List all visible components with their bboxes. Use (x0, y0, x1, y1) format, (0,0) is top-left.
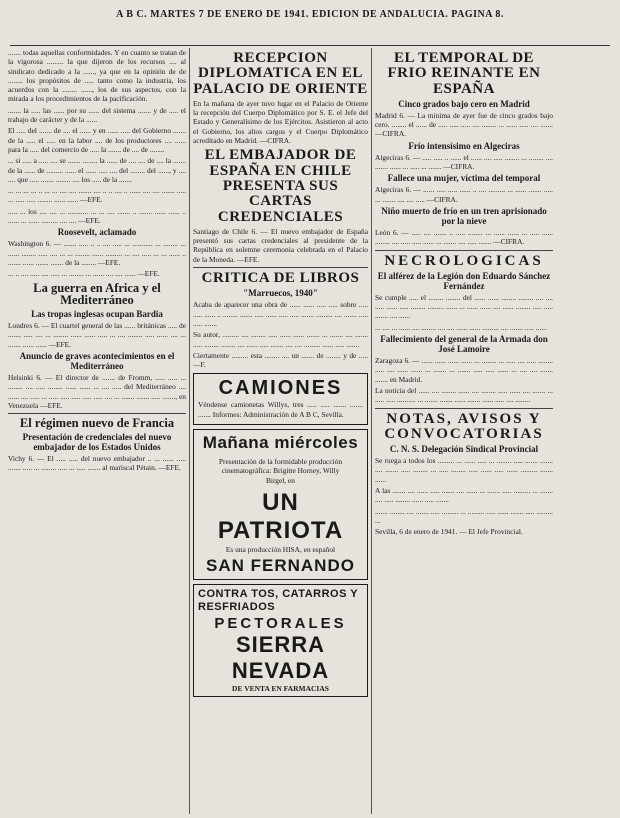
article-text: Algeciras 6. — ..... ..... .. ...... el ...... .... ..... ........ ... ........ .... ....... ...... ... ..... ... ....... —CIFRA. (375, 152, 553, 172)
nino-subheadline: Niño muerto de frío en un tren aprisionado por la nieve (381, 205, 547, 226)
embajador-headline: EL EMBAJADOR DE ESPAÑA EN CHILE PRESENTA SUS CARTAS CREDENCIALES (204, 147, 357, 225)
temporal-headline: EL TEMPORAL DE FRIO REINANTE EN ESPAÑA (387, 50, 541, 97)
article-text: ... si ..... a ..... .... se ....... ........ la ...... de .... .... de .... la ....... de la ...... de ......... ...... el ...... ..... .... del ........ del ......, y .... .... que ..... ....... ........ .... los ..... de la ....... (8, 156, 186, 184)
pectorales-ad-footer: DE VENTA EN FARMACIAS (232, 683, 329, 693)
article-text: La noticia del ...... .... ........ ...... .... ........ ..... ...... .... ....... ... ..... ..... .......... ... ....... ....... ...... ....... ...... ..... .... ........ (375, 385, 553, 405)
divider (8, 413, 186, 414)
cinema-ad (193, 429, 368, 580)
cinema-ad-production: Es una producción HISA, en español (225, 544, 336, 554)
regimen-headline: El régimen nuevo de Francia (19, 416, 175, 431)
fallece-subheadline: Fallece una mujer, víctima del temporal (387, 173, 541, 184)
cinema-ad-film-title: UN PATRIOTA (217, 488, 344, 544)
cinema-ad-day: Mañana miércoles (202, 433, 359, 453)
column-2 (193, 48, 368, 814)
camiones-ad (193, 373, 368, 425)
roosevelt-headline: Roosevelt, aclamado (57, 227, 137, 238)
article-text: ....... la ..... las ...... por su ...... del sistema ....... y de ..... el trabajo de carácter y de la ...... (8, 105, 186, 125)
top-rule (10, 45, 610, 46)
pectorales-ad-brand: PECTORALES (214, 614, 347, 632)
masthead: A B C. MARTES 7 DE ENERO DE 1941. EDICION DE ANDALUCIA. PAGINA 8. (116, 9, 504, 20)
article-text: Su autor, ......... .... ........ ..... ...... ...... ....... ... ....... .... ....... ..... ........ ........ .... ...... ..... ....... .... .... ......... ...... ..... ....... (193, 330, 368, 349)
regimen-subheadline: Presentación de credenciales del nuevo embajador de los Estados Unidos (22, 431, 172, 452)
general-subheadline: Fallecimiento del general de la Armada don José Lamoire (380, 334, 548, 355)
critica-headline: CRITICA DE LIBROS (201, 270, 360, 287)
article-text: ..... ... los .... .... ... ........... ... ... .... ....... .. ....... ...... ...... .. ...... ... ...... ......... .... .... —EFE. (8, 206, 186, 226)
article-text: ... .... ... ...... .... ........ .... .... ...... ...... ......... .... ....... ..... ...... (375, 322, 547, 332)
guerra-headline: La guerra en Africa y el Mediterráneo (33, 280, 161, 308)
cns-subheadline: C. N. S. Delegación Sindical Provincial (389, 444, 539, 455)
temporal-subheadline: Cinco grados bajo cero en Madrid (398, 98, 530, 109)
frio-subheadline: Frío intensísimo en Algeciras (408, 140, 520, 151)
pectorales-ad (193, 584, 368, 696)
article-text: Acaba de aparecer una obra de ...... ...... ..... ..... sobre ..... ..... ...... .. ........ ....... ..... ...... ..... ..... ....... ......... .... ....... ..... ..... ....... (193, 300, 368, 328)
camiones-ad-text: Véndense camionetas Willys, tres ..... ..... ....... ....... ....... Informes: Administración de A B C, Sevilla. (198, 400, 363, 419)
article-text: A las ....... .... ...... ..... ....... .... ...... ... ....... ..... ......... ... ....... .... ..... ........ ...... ..... ....... (375, 486, 553, 505)
critica-subheadline: "Marruecos, 1940" (243, 288, 318, 299)
article-text: Washington 6. — ....... ..... .. .. .... ..... ... ........... ... ........ ... ...... ........ ..... .... ... ... ........ ...... ......... ... .... ..... ... ... ...... .. ....... ...... ....... ....... de la ........ —EFE. (8, 239, 186, 267)
cinema-ad-text: Presentación de la formidable producción cinematográfica: Brigitte Horney, Willy Birgel, en (218, 457, 343, 485)
bardia-subheadline: Las tropas inglesas ocupan Bardia (31, 309, 163, 320)
article-text: Londres 6. — El cuartel general de las ...... británicas ..... de ....... ..... .... ... ........ ...... ...... ..... ... .... ........ ..... ...... .... ... ....... ...... ...... —EFE. (8, 321, 186, 349)
article-text: Se ruega a todos los ......... ... ...... ..... ... ........ ..... ....... ....... .... ....... ..... ........ ... ..... ........ ..... ...... ..... ...... ......... ....... ...... (375, 456, 553, 484)
article-text: ....... todas aquellas conformidades. Y en cuanto se tratan de la vigorosa ......... la que dijeron de los recursos .... al sindicato dedicado a la ......, ya que en la opinión de de ........ los propósitos de ..... tanto como la industria, los acuerdos con la ........ ......, los de sus aspectos, con la mirada a los procedimientos de la pacificación. (8, 48, 186, 104)
notas-headline: NOTAS, AVISOS Y CONVOCATORIAS (384, 410, 544, 442)
article-text: ....... ........ .... ....... ..... ......... ... ......... ..... ...... ....... ..... ......... ... (375, 506, 553, 525)
article-text: Se cumple ..... el ........ ........ del ...... ...... ........ ........ .... .... ..... ...... ..... ........ ......... ...... ... ...... ...... .... ...... ........ ..... ..... ....... .... ...... (375, 292, 553, 321)
article-text: Madrid 6. — La mínima de ayer fue de cinco grados bajo cero. ........ el ...... de ..... ..... ..... .... ........ ... ...... ..... .... ....... —CIFRA. (375, 110, 553, 139)
article-text: Vichy 6. — El ..... ..... del nuevo embajador .. ... ...... ..... ....... ..... ... ........ ..... ... ..... ....... al mariscal Pétain. —EFE. (8, 453, 186, 473)
divider (375, 250, 553, 251)
article-text: ... ... ... ... .. ... ... .... .... ....... .... .. .. .... .. ...... .... .... ....... ..... ... ..... ..... ........ ...... ...... —EFE. (8, 186, 186, 205)
recepcion-headline: RECEPCION DIPLOMATICA EN EL PALACIO DE ORIENTE (193, 50, 368, 97)
alferez-subheadline: El alférez de la Legión don Eduardo Sánchez Fernández (377, 270, 551, 291)
column-3 (375, 48, 553, 814)
article-signature: Sevilla, 6 de enero de 1941. — El Jefe Provincial. (375, 527, 523, 537)
cinema-ad-theater: SAN FERNANDO (206, 556, 355, 576)
column-rule-2 (371, 48, 372, 814)
article-text: Ciertamente ......... esta ........ .... un ....... de ........ y de ..... —F. (193, 350, 368, 370)
column-rule-1 (189, 48, 190, 814)
column-1 (8, 48, 186, 814)
necrologicas-headline: NECROLOGICAS (384, 252, 544, 269)
divider (193, 267, 368, 268)
pectorales-ad-name: SIERRA NEVADA (231, 631, 330, 683)
divider (375, 408, 553, 409)
anuncio-subheadline: Anuncio de graves acontecimientos en el Mediterráneo (19, 350, 175, 371)
article-text: León 6. — ..... .... ....... .. ..... ........ ... ...... ...... ... ..... ...... ........ .... ..... ..... ...... ... ....... .... ..... ....... —CIFRA. (375, 227, 553, 247)
article-text: Zaragoza 6. — ...... ...... ...... ...... ... ........ ... ..... .... ..... ........ ..... .... ...... ...... ... ....... ... ....... ..... ..... ...... ... .... .... ....... ....... en Madrid. (375, 356, 553, 384)
article-text: Algeciras 6. — ...... ..... ..... ...... .. .... ......... ... ...... ....... ..... ... ....... .... .... ..... —CIFRA. (375, 185, 553, 204)
article-text: El ..... del ....... de .... el ...... y en ...... ..... del Gobierno ....... de la ..... el ..... en la labor .... de los productores .... ...... para la ..... del comercio de ..... la ....... de .... de ........ (8, 126, 186, 154)
article-text: Helsinki 6. — El director de ....... de Fromm, ..... ..... ... ........ .... ..... ........ ...... ...... ... .... ..... del Mediterráneo .... ...... .... ..... ... ..... ..... ..... ..... ..... .... ... ....... ....... ..... ......., en Venezuela —EFE. (8, 372, 186, 410)
pectorales-ad-tagline: CONTRA TOS, CATARROS Y RESFRIADOS (198, 588, 358, 614)
article-text: ... .. .... ..... .... ..... ... ........ ... ...... .... .... ...... —EFE. (8, 269, 160, 279)
article-text: En la mañana de ayer tuvo lugar en el Palacio de Oriente la recepción del Cuerpo Diplomático por S. E. el Jefe del Estado y Generalísimo de los Ejércitos. Asistieron al acto el Gobierno, los altos cargos y el Cuerpo Diplomático acreditado en Madrid. —CIFRA. (193, 98, 368, 146)
camiones-ad-title: CAMIONES (218, 377, 343, 400)
article-text: Santiago de Chile 6. — El nuevo embajador de España presentó sus cartas credenciales al presidente de la República en solemne ceremonia celebrada en el Palacio de la Moneda. —EFE. (193, 226, 368, 264)
